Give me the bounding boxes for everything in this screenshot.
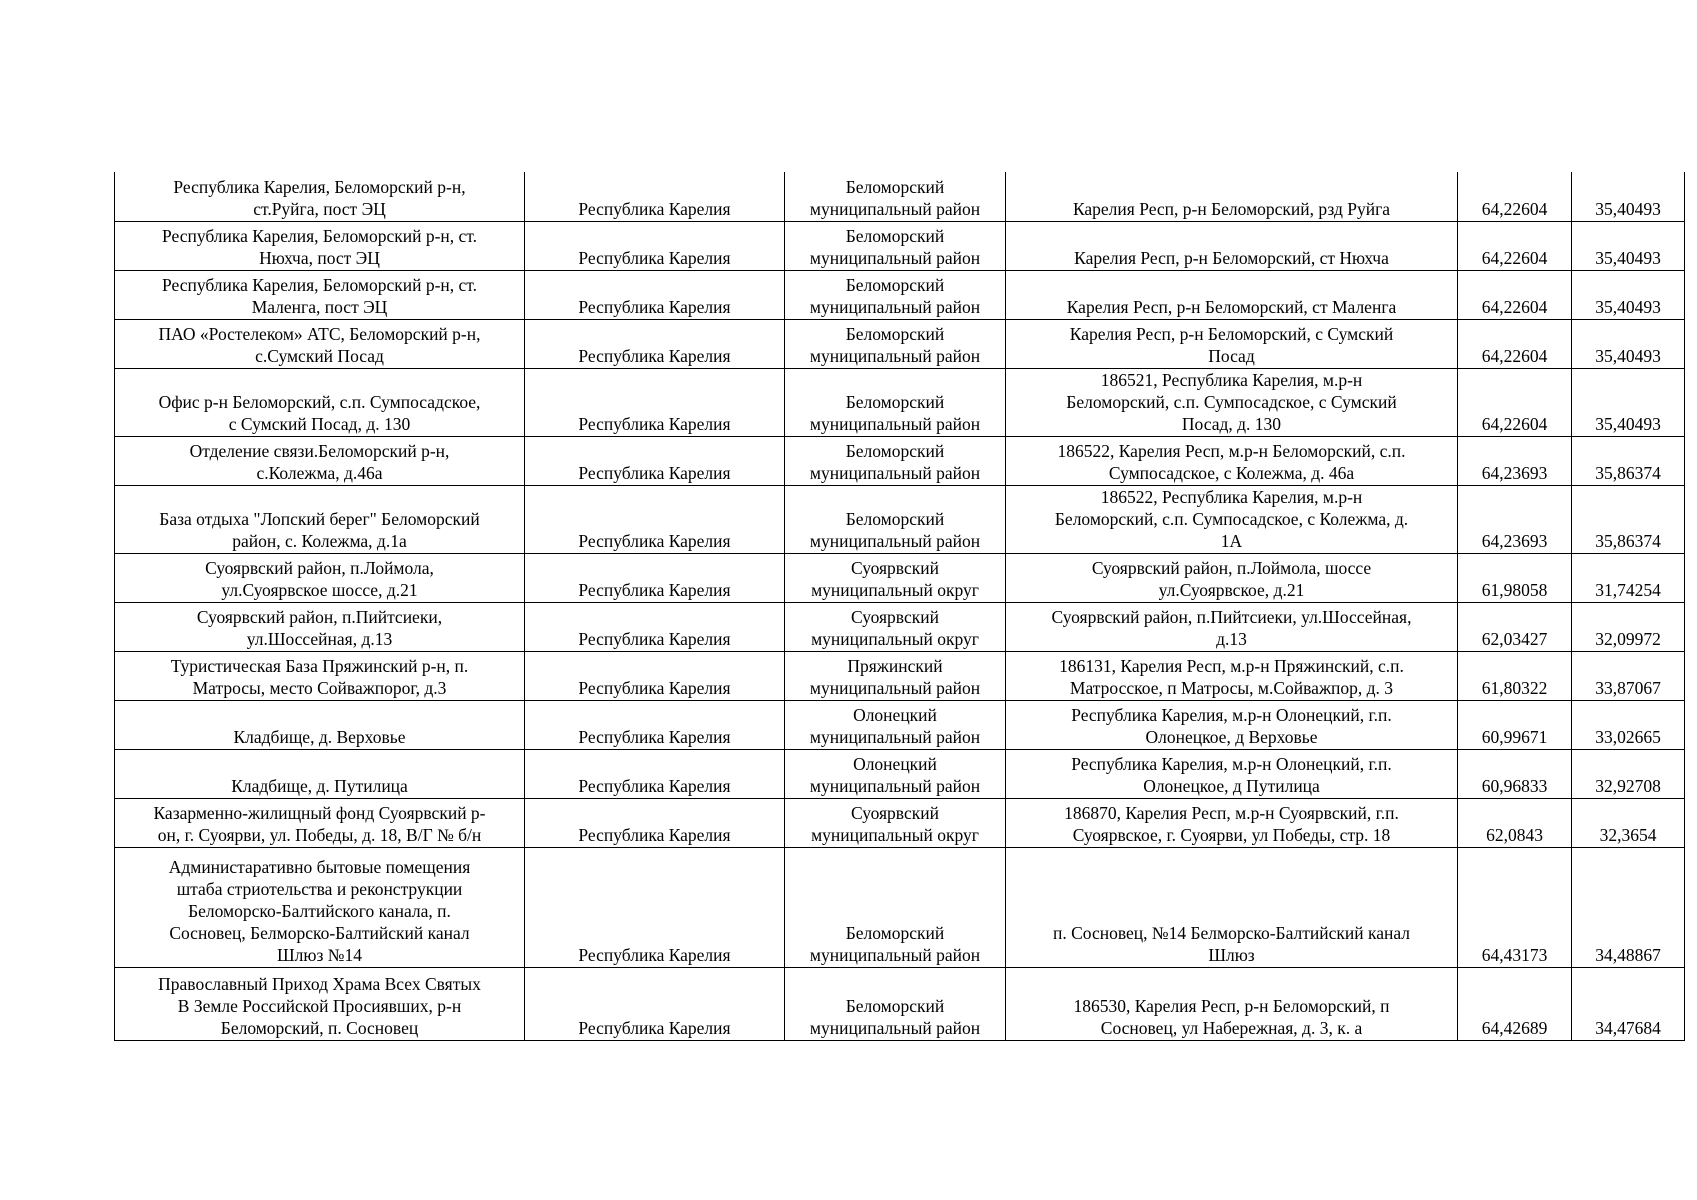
longitude-cell [1572,270,1685,319]
municipality-cell [785,749,1006,798]
address-cell [1006,221,1458,270]
table-row [115,700,1685,749]
region-text: Республика Карелия [578,824,731,845]
region-cell [525,967,785,1040]
region-cell [525,651,785,700]
table-row [115,847,1685,967]
latitude-cell [1458,436,1572,485]
region-text: Республика Карелия [578,677,731,698]
object-name-text: Кладбище, д. Верховье [233,726,406,747]
latitude-text: 64,23693 [1481,462,1548,483]
address-text: Карелия Респ, р-н Беломорский, ст Нюхча [1074,247,1389,268]
region-cell [525,847,785,967]
object-name-cell [115,602,525,651]
object-name-cell [115,172,525,221]
object-name-cell [115,436,525,485]
object-name-cell [115,368,525,436]
latitude-text: 60,96833 [1481,775,1548,796]
municipality-text: Беломорский муниципальный район [809,176,981,219]
latitude-text: 61,98058 [1481,579,1548,600]
municipality-text: Беломорский муниципальный район [809,995,981,1038]
address-text: Суоярвский район, п.Лоймола, шоссе ул.Суоярвское, д.21 [1091,557,1372,600]
object-name-text: Республика Карелия, Беломорский р-н, ст. Нюхча, пост ЭЦ [161,225,477,268]
object-name-cell [115,221,525,270]
object-name-cell [115,798,525,847]
table-row [115,602,1685,651]
longitude-cell [1572,967,1685,1040]
address-text: 186870, Карелия Респ, м.р-н Суоярвский, г.п. Суоярвское, г. Суоярви, ул Победы, стр. 18 [1064,802,1399,845]
address-cell [1006,602,1458,651]
longitude-text: 32,92708 [1595,775,1661,796]
region-text: Республика Карелия [578,462,731,483]
latitude-text: 64,42689 [1481,1017,1548,1038]
municipality-cell [785,798,1006,847]
municipality-text: Суоярвский муниципальный округ [811,802,979,845]
object-name-text: Казарменно-жилищный фонд Суоярвский р- он, г. Суоярви, ул. Победы, д. 18, В/Г № б/н [153,802,486,845]
address-text: 186522, Республика Карелия, м.р-н Беломорский, с.п. Сумпосадское, с Колежма, д. 1А [1054,486,1409,551]
latitude-cell [1458,172,1572,221]
object-name-cell [115,967,525,1040]
object-name-text: Отделение связи.Беломорский р-н, с.Колежма, д.46а [189,440,450,483]
object-name-text: Республика Карелия, Беломорский р-н, ст. Маленга, пост ЭЦ [161,274,477,317]
region-cell [525,172,785,221]
region-text: Республика Карелия [578,775,731,796]
object-name-cell [115,651,525,700]
table-row [115,221,1685,270]
address-text: Республика Карелия, м.р-н Олонецкий, г.п. Олонецкое, д Верховье [1071,704,1392,747]
latitude-cell [1458,651,1572,700]
municipality-text: Беломорский муниципальный район [809,225,981,268]
object-name-cell [115,553,525,602]
municipality-cell [785,221,1006,270]
latitude-cell [1458,221,1572,270]
municipality-cell [785,602,1006,651]
latitude-text: 62,0843 [1486,824,1543,845]
table-row [115,319,1685,368]
object-name-cell [115,749,525,798]
region-cell [525,602,785,651]
address-text: Республика Карелия, м.р-н Олонецкий, г.п. Олонецкое, д Путилица [1071,753,1392,796]
latitude-text: 64,22604 [1481,345,1548,366]
municipality-text: Беломорский муниципальный район [809,391,981,434]
municipality-cell [785,436,1006,485]
region-cell [525,221,785,270]
region-text: Республика Карелия [578,198,731,219]
region-text: Республика Карелия [578,579,731,600]
region-text: Республика Карелия [578,413,731,434]
locations-table [114,172,1685,1041]
latitude-cell [1458,602,1572,651]
object-name-text: Администаративно бытовые помещения штаба стриотельства и реконструкции Беломорско-Балтийского канала, п. Сосновец, Белморско-Балтийский канал Шлюз №14 [168,856,471,965]
address-cell [1006,651,1458,700]
object-name-text: ПАО «Ростелеком» АТС, Беломорский р-н, с.Сумский Посад [158,323,481,366]
object-name-cell [115,270,525,319]
municipality-cell [785,485,1006,553]
latitude-cell [1458,485,1572,553]
table-row [115,436,1685,485]
municipality-cell [785,700,1006,749]
longitude-cell [1572,602,1685,651]
object-name-text: Суоярвский район, п.Пийтсиеки, ул.Шоссейная, д.13 [196,606,443,649]
address-text: Карелия Респ, р-н Беломорский, с Сумский Посад [1069,323,1394,366]
region-text: Республика Карелия [578,628,731,649]
municipality-cell [785,967,1006,1040]
longitude-cell [1572,319,1685,368]
longitude-text: 32,09972 [1595,628,1661,649]
longitude-text: 34,48867 [1595,944,1661,965]
latitude-cell [1458,749,1572,798]
address-cell [1006,847,1458,967]
longitude-cell [1572,798,1685,847]
address-cell [1006,319,1458,368]
longitude-cell [1572,368,1685,436]
longitude-cell [1572,847,1685,967]
address-text: Карелия Респ, р-н Беломорский, рзд Руйга [1072,198,1391,219]
region-cell [525,436,785,485]
latitude-cell [1458,553,1572,602]
municipality-cell [785,319,1006,368]
longitude-text: 35,40493 [1595,413,1661,434]
latitude-cell [1458,368,1572,436]
address-cell [1006,270,1458,319]
address-cell [1006,798,1458,847]
municipality-text: Олонецкий муниципальный район [809,704,981,747]
object-name-cell [115,319,525,368]
table-row [115,749,1685,798]
municipality-text: Пряжинский муниципальный район [809,655,981,698]
region-cell [525,798,785,847]
object-name-text: Суоярвский район, п.Лоймола, ул.Суоярвское шоссе, д.21 [205,557,434,600]
longitude-cell [1572,553,1685,602]
longitude-cell [1572,700,1685,749]
region-text: Республика Карелия [578,247,731,268]
address-text: 186530, Карелия Респ, р-н Беломорский, п Сосновец, ул Набережная, д. 3, к. а [1073,995,1390,1038]
table-row [115,967,1685,1040]
address-text: Карелия Респ, р-н Беломорский, ст Маленга [1066,296,1397,317]
longitude-cell [1572,221,1685,270]
longitude-text: 35,86374 [1595,530,1661,551]
address-cell [1006,749,1458,798]
municipality-cell [785,553,1006,602]
municipality-text: Суоярвский муниципальный округ [811,606,979,649]
region-cell [525,553,785,602]
longitude-cell [1572,651,1685,700]
longitude-text: 35,86374 [1595,462,1661,483]
longitude-cell [1572,172,1685,221]
object-name-cell [115,700,525,749]
address-cell [1006,368,1458,436]
table-row [115,485,1685,553]
table-body [115,172,1685,1040]
latitude-cell [1458,270,1572,319]
latitude-text: 64,22604 [1481,198,1548,219]
region-cell [525,368,785,436]
latitude-cell [1458,967,1572,1040]
object-name-text: База отдыха "Лопский берег" Беломорский район, с. Колежма, д.1а [159,508,480,551]
object-name-text: Офис р-н Беломорский, с.п. Сумпосадское, с Сумский Посад, д. 130 [158,391,481,434]
table-row [115,270,1685,319]
municipality-cell [785,847,1006,967]
address-text: 186522, Карелия Респ, м.р-н Беломорский, с.п. Сумпосадское, с Колежма, д. 46а [1057,440,1406,483]
region-cell [525,485,785,553]
municipality-text: Беломорский муниципальный район [809,922,981,965]
latitude-text: 64,43173 [1481,944,1548,965]
object-name-text: Республика Карелия, Беломорский р-н, ст.Руйга, пост ЭЦ [173,176,466,219]
latitude-cell [1458,847,1572,967]
municipality-text: Беломорский муниципальный район [809,440,981,483]
object-name-cell [115,485,525,553]
latitude-text: 62,03427 [1481,628,1548,649]
table-row [115,651,1685,700]
address-cell [1006,553,1458,602]
municipality-cell [785,651,1006,700]
longitude-cell [1572,436,1685,485]
region-text: Республика Карелия [578,944,731,965]
latitude-cell [1458,319,1572,368]
address-text: п. Сосновец, №14 Белморско-Балтийский канал Шлюз [1052,922,1411,965]
region-text: Республика Карелия [578,1017,731,1038]
address-text: 186131, Карелия Респ, м.р-н Пряжинский, с.п. Матросское, п Матросы, м.Сойважпор, д. 3 [1059,655,1404,698]
latitude-text: 64,22604 [1481,413,1548,434]
object-name-text: Туристическая База Пряжинский р-н, п. Матросы, место Сойважпорог, д.3 [170,655,469,698]
longitude-text: 33,02665 [1595,726,1661,747]
address-cell [1006,172,1458,221]
table-row [115,368,1685,436]
table-row [115,553,1685,602]
latitude-cell [1458,700,1572,749]
longitude-text: 31,74254 [1595,579,1661,600]
region-cell [525,749,785,798]
region-text: Республика Карелия [578,296,731,317]
region-text: Республика Карелия [578,726,731,747]
municipality-text: Олонецкий муниципальный район [809,753,981,796]
longitude-text: 35,40493 [1595,296,1661,317]
address-text: Суоярвский район, п.Пийтсиеки, ул.Шоссейная, д.13 [1051,606,1412,649]
latitude-cell [1458,798,1572,847]
municipality-text: Суоярвский муниципальный округ [811,557,979,600]
address-cell [1006,967,1458,1040]
latitude-text: 64,22604 [1481,296,1548,317]
region-cell [525,270,785,319]
object-name-text: Православный Приход Храма Всех Святых В Земле Российской Просиявших, р-н Беломорский, п. Сосновец [158,973,481,1038]
address-cell [1006,436,1458,485]
longitude-text: 35,40493 [1595,198,1661,219]
table-row [115,798,1685,847]
municipality-cell [785,368,1006,436]
longitude-text: 33,87067 [1595,677,1661,698]
longitude-cell [1572,749,1685,798]
latitude-text: 64,22604 [1481,247,1548,268]
object-name-text: Кладбище, д. Путилица [231,775,408,796]
longitude-text: 35,40493 [1595,247,1661,268]
municipality-cell [785,270,1006,319]
region-text: Республика Карелия [578,530,731,551]
municipality-text: Беломорский муниципальный район [809,274,981,317]
municipality-text: Беломорский муниципальный район [809,508,981,551]
latitude-text: 64,23693 [1481,530,1548,551]
latitude-text: 60,99671 [1481,726,1548,747]
table-row [115,172,1685,221]
region-text: Республика Карелия [578,345,731,366]
region-cell [525,319,785,368]
latitude-text: 61,80322 [1481,677,1548,698]
municipality-text: Беломорский муниципальный район [809,323,981,366]
longitude-text: 34,47684 [1595,1017,1661,1038]
longitude-cell [1572,485,1685,553]
municipality-cell [785,172,1006,221]
longitude-text: 32,3654 [1599,824,1657,845]
longitude-text: 35,40493 [1595,345,1661,366]
address-cell [1006,485,1458,553]
address-text: 186521, Республика Карелия, м.р-н Беломорский, с.п. Сумпосадское, с Сумский Посад, д. 130 [1066,369,1397,434]
object-name-cell [115,847,525,967]
region-cell [525,700,785,749]
address-cell [1006,700,1458,749]
